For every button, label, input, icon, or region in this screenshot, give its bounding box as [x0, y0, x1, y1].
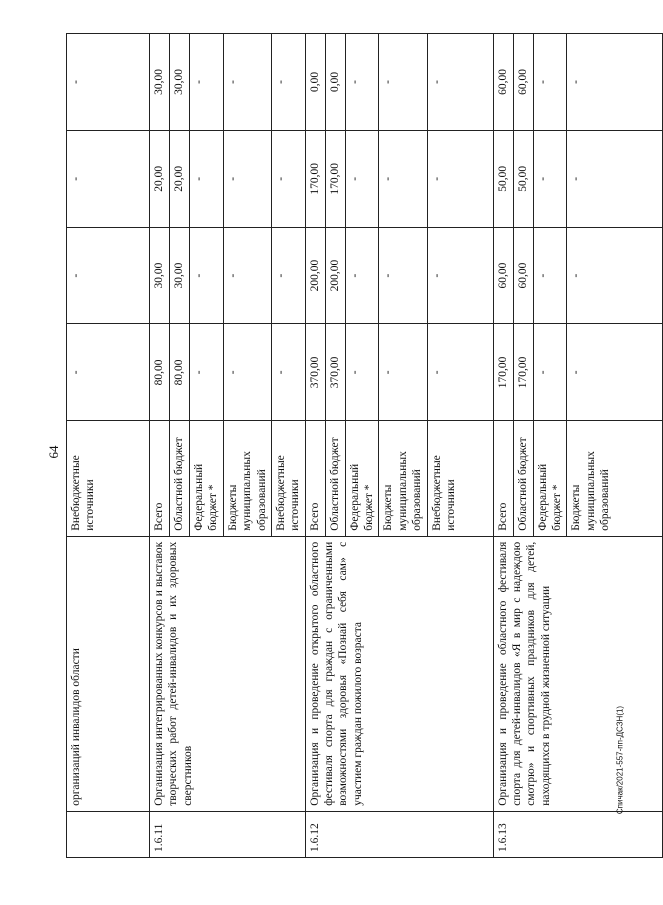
amount-cell: 370,00 — [325, 324, 345, 421]
amount-cell: 50,00 — [513, 130, 533, 227]
funding-source-cell: Федеральный бюджет * — [190, 421, 224, 537]
amount-cell: - — [271, 130, 305, 227]
funding-source-cell: Всего — [150, 421, 170, 537]
funding-source-cell: Бюджеты муниципальных образований — [379, 421, 427, 537]
table-row — [493, 34, 513, 858]
funding-source-cell: Областной бюджет — [325, 421, 345, 537]
item-number-cell: 1.6.13 — [493, 811, 663, 857]
item-name-cell: Организация интегрированных конкурсов и выставок творческих работ детей-инвалидов и их здоровых сверстников — [150, 536, 306, 811]
amount-cell: - — [379, 227, 427, 324]
amount-cell: - — [567, 130, 663, 227]
amount-cell: - — [345, 130, 379, 227]
funding-source-cell: Областной бюджет — [513, 421, 533, 537]
amount-cell: - — [67, 227, 150, 324]
amount-cell: 0,00 — [305, 34, 325, 131]
amount-cell: 170,00 — [493, 324, 513, 421]
amount-cell: - — [567, 324, 663, 421]
amount-cell: - — [190, 34, 224, 131]
amount-cell: - — [67, 324, 150, 421]
amount-cell: 370,00 — [305, 324, 325, 421]
funding-source-cell: Федеральный бюджет * — [533, 421, 567, 537]
amount-cell: 30,00 — [170, 227, 190, 324]
amount-cell: - — [190, 324, 224, 421]
amount-cell: - — [67, 130, 150, 227]
amount-cell: - — [345, 34, 379, 131]
table-row — [305, 34, 325, 858]
document-footer-code: Спичак/2021-557-пп-ДСЗН(1) — [615, 705, 625, 815]
amount-cell: - — [223, 130, 271, 227]
amount-cell: - — [223, 227, 271, 324]
table-row — [67, 34, 150, 858]
amount-cell: 80,00 — [170, 324, 190, 421]
funding-source-cell: Внебюджетные источники — [271, 421, 305, 537]
item-number-cell — [67, 811, 150, 857]
amount-cell: 20,00 — [150, 130, 170, 227]
item-name-cell: организаций инвалидов области — [67, 536, 150, 811]
amount-cell: 200,00 — [325, 227, 345, 324]
amount-cell: 170,00 — [325, 130, 345, 227]
amount-cell: - — [567, 227, 663, 324]
page-number: 64 — [46, 445, 61, 459]
program-table-container — [66, 33, 611, 858]
amount-cell: - — [190, 227, 224, 324]
amount-cell: 60,00 — [513, 34, 533, 131]
amount-cell: 80,00 — [150, 324, 170, 421]
amount-cell: - — [379, 130, 427, 227]
table-row — [150, 34, 170, 858]
item-name-cell: Организация и проведение областного фестиваля спорта для детей-инвалидов «Я в мир с надеждою смотрю» и спортивных праздников для детей, находящихся в трудной жизненной ситуации — [493, 536, 663, 811]
rotated-table-layer — [66, 33, 611, 858]
amount-cell: - — [223, 34, 271, 131]
amount-cell: 170,00 — [513, 324, 533, 421]
amount-cell: - — [345, 227, 379, 324]
amount-cell: - — [533, 34, 567, 131]
amount-cell: - — [271, 227, 305, 324]
amount-cell: - — [567, 34, 663, 131]
item-number-cell: 1.6.12 — [305, 811, 493, 857]
funding-source-cell: Областной бюджет — [170, 421, 190, 537]
amount-cell: - — [427, 130, 493, 227]
funding-source-cell: Бюджеты муниципальных образований — [223, 421, 271, 537]
amount-cell: - — [533, 130, 567, 227]
amount-cell: 20,00 — [170, 130, 190, 227]
amount-cell: 30,00 — [150, 227, 170, 324]
funding-source-cell: Бюджеты муниципальных образований — [567, 421, 663, 537]
amount-cell: 30,00 — [150, 34, 170, 131]
funding-source-cell: Внебюджетные источники — [67, 421, 150, 537]
amount-cell: 60,00 — [493, 34, 513, 131]
amount-cell: - — [533, 227, 567, 324]
amount-cell: - — [533, 324, 567, 421]
funding-source-cell: Всего — [305, 421, 325, 537]
program-budget-table — [66, 33, 663, 858]
funding-source-cell: Федеральный бюджет * — [345, 421, 379, 537]
amount-cell: - — [190, 130, 224, 227]
amount-cell: 200,00 — [305, 227, 325, 324]
amount-cell: 60,00 — [513, 227, 533, 324]
item-number-cell: 1.6.11 — [150, 811, 306, 857]
amount-cell: 30,00 — [170, 34, 190, 131]
item-name-cell: Организация и проведение открытого областного фестиваля спорта для граждан с ограниченными возможностями здоровья «Познай себя сам» с участием граждан пожилого возраста — [305, 536, 493, 811]
amount-cell: - — [427, 34, 493, 131]
funding-source-cell: Внебюджетные источники — [427, 421, 493, 537]
amount-cell: 0,00 — [325, 34, 345, 131]
amount-cell: - — [223, 324, 271, 421]
amount-cell: - — [67, 34, 150, 131]
amount-cell: - — [379, 34, 427, 131]
amount-cell: 50,00 — [493, 130, 513, 227]
amount-cell: - — [379, 324, 427, 421]
amount-cell: 60,00 — [493, 227, 513, 324]
amount-cell: - — [427, 227, 493, 324]
funding-source-cell: Всего — [493, 421, 513, 537]
amount-cell: - — [271, 324, 305, 421]
amount-cell: - — [271, 34, 305, 131]
amount-cell: - — [427, 324, 493, 421]
amount-cell: 170,00 — [305, 130, 325, 227]
amount-cell: - — [345, 324, 379, 421]
